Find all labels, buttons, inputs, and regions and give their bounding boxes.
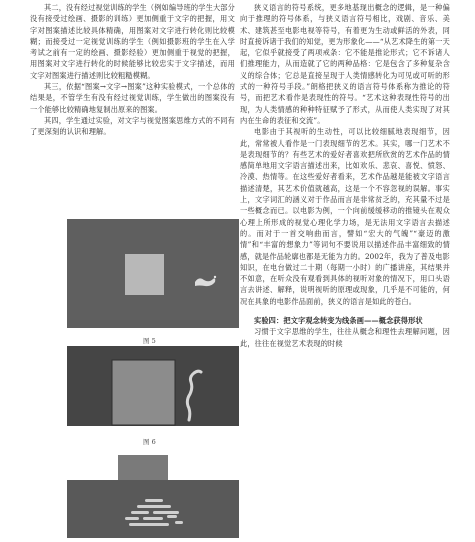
figure-7	[67, 455, 239, 538]
right-column	[240, 0, 450, 349]
figure-5-square	[125, 254, 164, 295]
figure-7-top-block	[118, 455, 168, 480]
right-paragraph-4: 习惯于文字思维的学生，往往从概念和理性去理解问题，因此，往往在视觉艺术表现的时候	[240, 327, 450, 348]
figure-6-image	[67, 346, 239, 426]
figure-5-dot	[214, 276, 216, 278]
figure-6-caption: 图 6	[143, 438, 156, 446]
right-paragraph-2: 电影由于其视听的生动性，可以比较细腻地表现细节，因此，常常被人看作是一门表现细节的艺术。其实，哪一门艺术不是表现细节的？有些艺术的爱好者喜欢把所欣赏的艺术作品的情感简单地用文字语言描述出来，比如欢乐、悲哀、喜悦、愤怒、冷漠、热情等。在这些爱好者看来，艺术作品越是能被文字语言描述清楚，其艺术价值就越高，这是一个不容忽视的误解。事实上，文字词汇的涵义对于作品而言是非常贫乏的，充其量不过是一些概念而已。以电影为例，一个向前缓缓移动的推镜头在观众心理上所形成的视觉心理化学力场，是无法用文字语言去描述的。而对于一首交响曲而言，譬如“宏大的气魄”“豪迈的激情”和“丰富的想象力”等词句不要说用以描述作品丰富细致的情感，就是作品轮廓也都是无能为力的。2002年，我为了普及电影知识，在电台做过二十期（每期一小时）的广播讲座，其结果并不如意，在听众没有观看到具体的视听对象的情况下，用口头语言去讲述、解释，说明视听的原理或现象，几乎是不可能的，何况在具象的电影作品面前，狭义的语言是如此的苍白。	[240, 127, 450, 306]
figure-5-caption: 图 5	[143, 337, 156, 345]
figure-5-image	[67, 219, 239, 328]
section-spacer	[240, 307, 450, 315]
figure-7-background	[67, 480, 239, 538]
right-paragraph-1: 狭义语言的符号系统，更多地基现出概念的逻辑，是一种偏向于推理的符号体系，与狭义语言符号相比，戏剧、音乐、美术、建筑甚至电影电视等符号，有着更为生动或鲜活的外表，同时直接诉诸于我们的知觉，更为形象化——“从艺术降生的第一天起，它似乎就接受了两项戒条：它不能是推论形式；它不诉诸人们推理能力，从而造就了它的两种品格：它是包含了多种复杂含义的综合体；它总是直接呈现于人类情感转化为可见或可听的形式的一种符号手段。”朗格把狭义的语言符号体系称为推论的符号，而把艺术看作是表现性的符号。“艺术这种表现性符号的出现，为人类情感的种种特征赋予了形式，从而使人类实现了对其内在生命的表征和交流”。	[240, 3, 450, 125]
figure-5	[67, 219, 239, 328]
figure-6-square	[112, 360, 175, 425]
left-paragraph-2: 其三，依据“图案→文字→图案”这种实验模式，一个总体的结果是，不管学生有没有经过视觉训练，学生做出的图案没有一个能够比较精确地复制出原来的图案。	[30, 82, 235, 114]
section-heading-experiment-4: 实验四：把文字观念转变为线条画——概念获得形状	[254, 316, 423, 326]
figure-6	[67, 346, 239, 426]
left-paragraph-3: 其四，学生通过实验，对文字与视觉图案思维方式的不同有了更深刻的认识和理解。	[30, 115, 235, 137]
figure-7-image	[67, 455, 239, 538]
left-column	[30, 0, 235, 138]
left-paragraph-1: 其二，没有经过视觉训练的学生（例如编导班的学生大部分没有接受过绘画、摄影的训练）更加侧重于文字的把握，用文字对图案描述比较具体精确，用图案对文字进行转化则比较模糊；而接受过一定视觉训练的学生（例如摄影班的学生在入学考试之前有一定的绘画、摄影经验）更加侧重于视觉的把握，用图案对文字进行转化的时候能够比较忠实于文字描述，而用文字对图案进行描述则比较粗糙模糊。	[30, 3, 235, 80]
